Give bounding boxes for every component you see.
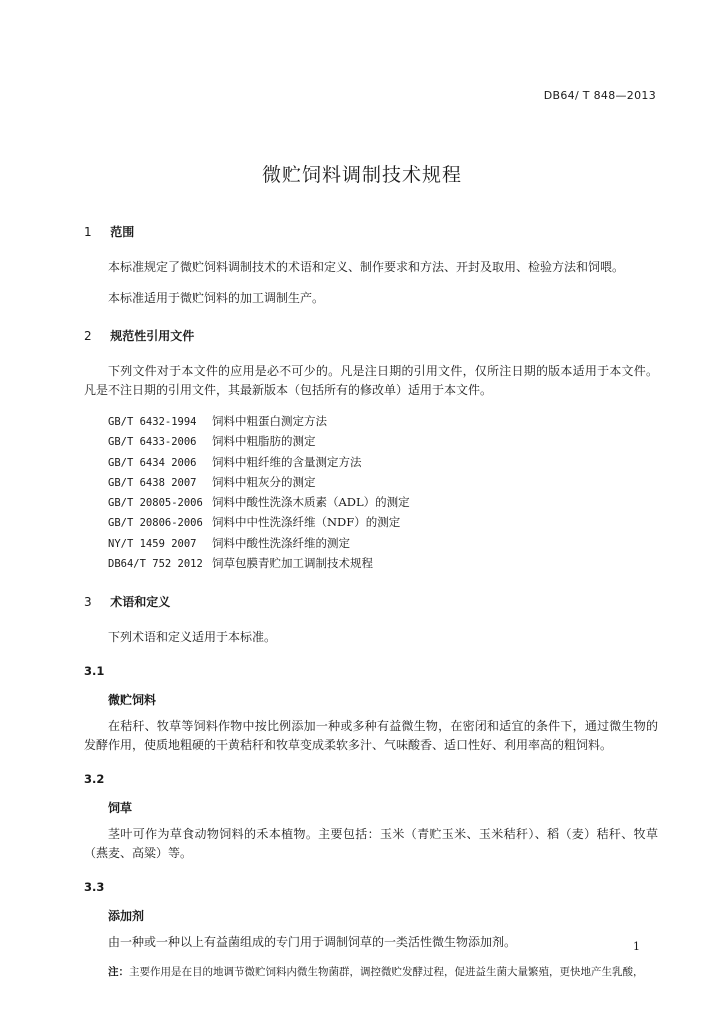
section-3-heading	[84, 590, 658, 614]
section-number: 1	[84, 225, 92, 239]
note	[84, 964, 658, 980]
section-number: 2	[84, 329, 92, 343]
reference-item	[108, 554, 658, 574]
clause-number: 3.1	[84, 664, 105, 679]
document-body	[84, 220, 658, 980]
term-heading: 微贮饲料	[108, 693, 157, 708]
paragraph: 下列术语和定义适用于本标准。	[108, 630, 277, 645]
reference-code: DB64/T 752 2012	[108, 558, 203, 571]
term-definition: 由一种或一种以上有益菌组成的专门用于调制饲草的一类活性微生物添加剂。	[108, 935, 517, 950]
reference-title: 饲料中中性洗涤纤维（NDF）的测定	[212, 515, 401, 530]
paragraph: 本标准规定了微贮饲料调制技术的术语和定义、制作要求和方法、开封及取用、检验方法和饲喂。	[108, 260, 625, 274]
note-text: 主要作用是在目的地调节微贮饲料内微生物菌群，调控微贮发酵过程，促进益生菌大量繁殖，更快地产生乳酸，	[129, 966, 644, 979]
clause-number: 3.2	[84, 772, 105, 787]
reference-title: 饲料中粗蛋白测定方法	[212, 414, 327, 428]
reference-item	[108, 534, 658, 554]
reference-code: GB/T 6434 2006	[108, 456, 197, 469]
reference-item	[108, 432, 658, 452]
note-label: 注：	[108, 966, 129, 979]
term-definition: 茎叶可作为草食动物饲料的禾本植物。主要包括：玉米（青贮玉米、玉米秸秆）、稻（麦）秸秆、牧草（燕麦、高粱）等。	[84, 827, 658, 861]
reference-item	[108, 473, 658, 493]
reference-title: 饲料中粗纤维的含量测定方法	[212, 454, 362, 469]
reference-title: 饲料中粗灰分的测定	[212, 474, 316, 489]
section-2-heading	[84, 324, 658, 348]
clause-number: 3.3	[84, 880, 105, 895]
reference-list	[84, 412, 658, 574]
reference-code: GB/T 20805-2006	[108, 497, 203, 510]
reference-code: GB/T 6438 2007	[108, 476, 197, 489]
section-number: 3	[84, 595, 92, 610]
reference-item	[108, 513, 658, 533]
reference-title: 饲料中粗脂肪的测定	[212, 434, 316, 449]
section-1-heading	[84, 220, 658, 244]
term-heading: 添加剂	[108, 909, 145, 924]
page-number: 1	[633, 940, 640, 953]
term-definition: 在秸秆、牧草等饲料作物中按比例添加一种或多种有益微生物，在密闭和适宜的条件下，通过微生物的发酵作用，使质地粗硬的干黄秸秆和牧草变成柔软多汁、气味酸香、适口性好、利用率高的粗饲料。	[84, 719, 658, 753]
section-title: 范围	[110, 225, 135, 239]
reference-item	[108, 412, 658, 432]
reference-code: GB/T 20806-2006	[108, 517, 203, 530]
reference-item	[108, 493, 658, 513]
document-title: 微贮饲料调制技术规程	[261, 164, 462, 186]
term-heading: 饲草	[108, 801, 133, 816]
reference-title: 饲料中酸性洗涤纤维的测定	[212, 535, 350, 550]
paragraph: 本标准适用于微贮饲料的加工调制生产。	[108, 291, 325, 305]
paragraph: 下列文件对于本文件的应用是必不可少的。凡是注日期的引用文件，仅所注日期的版本适用于本文件。凡是不注日期的引用文件，其最新版本（包括所有的修改单）适用于本文件。	[84, 364, 658, 397]
reference-title: 饲料中酸性洗涤木质素（ADL）的测定	[212, 495, 410, 510]
reference-item	[108, 453, 658, 473]
reference-code: GB/T 6433-2006	[108, 436, 197, 449]
reference-title: 饲草包膜青贮加工调制技术规程	[212, 556, 373, 571]
standard-code: DB64/ T 848—2013	[543, 89, 656, 102]
reference-code: GB/T 6432-1994	[108, 416, 197, 428]
section-title: 规范性引用文件	[110, 329, 195, 343]
section-title: 术语和定义	[110, 595, 171, 610]
reference-code: NY/T 1459 2007	[108, 537, 197, 550]
